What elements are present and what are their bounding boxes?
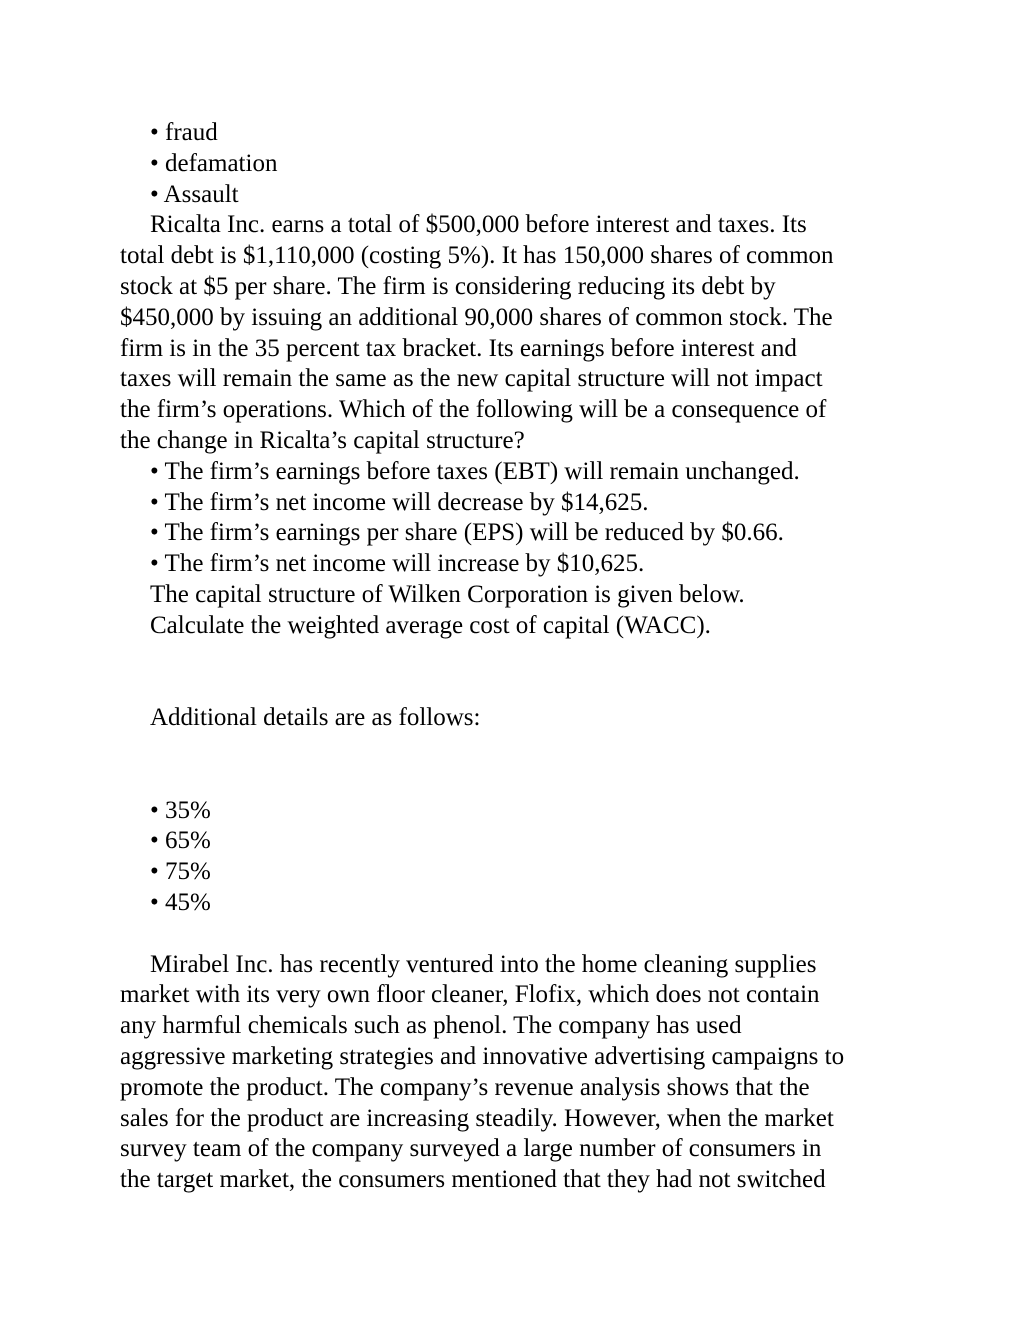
list-item: • Assault	[150, 180, 239, 208]
paragraph-line: promote the product. The company’s revenue analysis shows that the	[120, 1073, 810, 1101]
paragraph-line: the firm’s operations. Which of the following will be a consequence of	[120, 396, 827, 424]
paragraph-line: any harmful chemicals such as phenol. The company has used	[120, 1012, 742, 1040]
paragraph-line: the target market, the consumers mentioned that they had not switched	[120, 1166, 826, 1194]
blank-line	[120, 765, 910, 796]
blank-line	[120, 919, 910, 950]
answer-option: • 45%	[150, 888, 211, 916]
blank-line	[120, 642, 910, 673]
paragraph-line: Ricalta Inc. earns a total of $500,000 before interest and taxes. Its	[150, 211, 807, 239]
paragraph-line: sales for the product are increasing steadily. However, when the market	[120, 1104, 834, 1132]
details-heading: Additional details are as follows:	[150, 704, 481, 732]
list-item: • fraud	[150, 119, 218, 146]
paragraph-line: aggressive marketing strategies and innovative advertising campaigns to	[120, 1042, 845, 1070]
paragraph-line: $450,000 by issuing an additional 90,000 shares of common stock. The	[120, 303, 833, 331]
blank-line	[120, 672, 910, 703]
paragraph-line: Mirabel Inc. has recently ventured into the home cleaning supplies	[150, 950, 817, 978]
paragraph-line: survey team of the company surveyed a large number of consumers in	[120, 1135, 822, 1163]
answer-option: • The firm’s net income will decrease by $14,625.	[150, 488, 649, 516]
blank-line	[120, 734, 910, 765]
list-item: • defamation	[150, 149, 278, 177]
paragraph-line: the change in Ricalta’s capital structure?	[120, 426, 525, 454]
paragraph-line: total debt is $1,110,000 (costing 5%). It has 150,000 shares of common	[120, 242, 834, 270]
answer-option: • The firm’s earnings before taxes (EBT) will remain unchanged.	[150, 457, 800, 485]
paragraph-line: Calculate the weighted average cost of capital (WACC).	[150, 611, 711, 639]
paragraph-line: stock at $5 per share. The firm is considering reducing its debt by	[120, 272, 776, 300]
answer-option: • 65%	[150, 827, 211, 855]
document-page	[120, 118, 910, 1196]
question-ricalta	[120, 210, 910, 580]
question-mirabel	[120, 950, 910, 1196]
answer-option: • 35%	[150, 796, 211, 824]
answer-option: • The firm’s earnings per share (EPS) will be reduced by $0.66.	[150, 519, 784, 547]
paragraph-line: firm is in the 35 percent tax bracket. Its earnings before interest and	[120, 334, 797, 362]
paragraph-line: market with its very own floor cleaner, Flofix, which does not contain	[120, 981, 820, 1009]
answer-option: • The firm’s net income will increase by $10,625.	[150, 550, 645, 578]
paragraph-line: taxes will remain the same as the new capital structure will not impact	[120, 365, 823, 393]
question-wilken	[120, 580, 910, 950]
answer-option: • 75%	[150, 858, 211, 886]
paragraph-line: The capital structure of Wilken Corporation is given below.	[150, 580, 745, 608]
